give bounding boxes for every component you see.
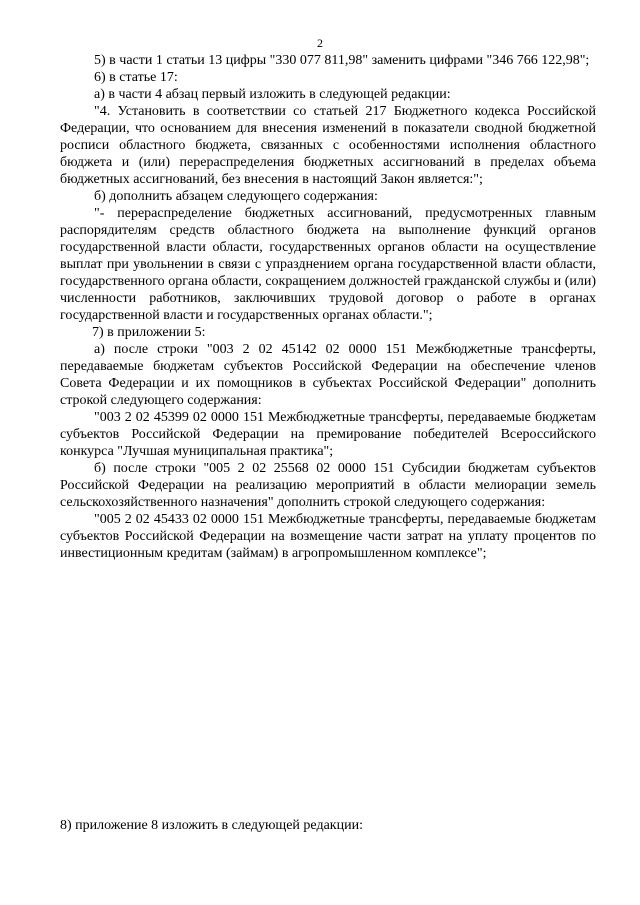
- paragraph-6a: а) в части 4 абзац первый изложить в следующей редакции:: [94, 87, 451, 102]
- paragraph-item-5: 5) в части 1 статьи 13 цифры "330 077 811,98" заменить цифрами "346 766 122,98";: [94, 53, 590, 68]
- paragraph-7a-text: "003 2 02 45399 02 0000 151 Межбюджетные трансферты, передаваемые бюджетам субъектов Российской Федерации на премирование победителей Всероссийского конкурса "Лучшая муниципальная практика";: [60, 410, 596, 459]
- paragraph-item-8: 8) приложение 8 изложить в следующей редакции:: [60, 818, 363, 833]
- paragraph-7b-text: "005 2 02 45433 02 0000 151 Межбюджетные трансферты, передаваемые бюджетам субъектов Российской Федерации на возмещение части затрат на уплату процентов по инвестиционным кредитам (займам) в агропромышленном комплексе";: [60, 512, 596, 561]
- page-number: 2: [317, 36, 323, 50]
- paragraph-item-6: 6) в статье 17:: [94, 70, 178, 85]
- paragraph-item-7: 7) в приложении 5:: [92, 325, 206, 340]
- paragraph-6a-text: "4. Установить в соответствии со статьей 217 Бюджетного кодекса Российской Федерации, что основанием для внесения изменений в показатели сводной бюджетной росписи областного бюджета, связанных с особенностями исполнения областного бюджета и (или) перераспределения бюджетных ассигнований в пределах объема бюджетных ассигнований, без внесения в настоящий Закон является:";: [60, 104, 596, 187]
- paragraph-7b: б) после строки "005 2 02 25568 02 0000 151 Субсидии бюджетам субъектов Российской Федерации на реализацию мероприятий в области мелиорации земель сельскохозяйственного назначения" дополнить строкой следующего содержания:: [60, 461, 596, 510]
- paragraph-6b-text: "- перераспределение бюджетных ассигнований, предусмотренных главным распорядителям средств областного бюджета на выполнение функций органов государственной власти области, государственных органов области на осуществление выплат при увольнении в связи с упразднением органа государственной власти области, государственного органа области, сокращением должностей гражданской службы и (или) численности работников, заключивших трудовой договор о работе в органах государственной власти и государственных органах области.";: [60, 206, 596, 323]
- paragraph-6b: б) дополнить абзацем следующего содержания:: [94, 189, 378, 204]
- paragraph-7a: а) после строки "003 2 02 45142 02 0000 151 Межбюджетные трансферты, передаваемые бюджетам субъектов Российской Федерации на обеспечение членов Совета Федерации и их помощников в субъектах Российской Федерации" дополнить строкой следующего содержания:: [60, 342, 596, 408]
- document-body: [60, 52, 596, 562]
